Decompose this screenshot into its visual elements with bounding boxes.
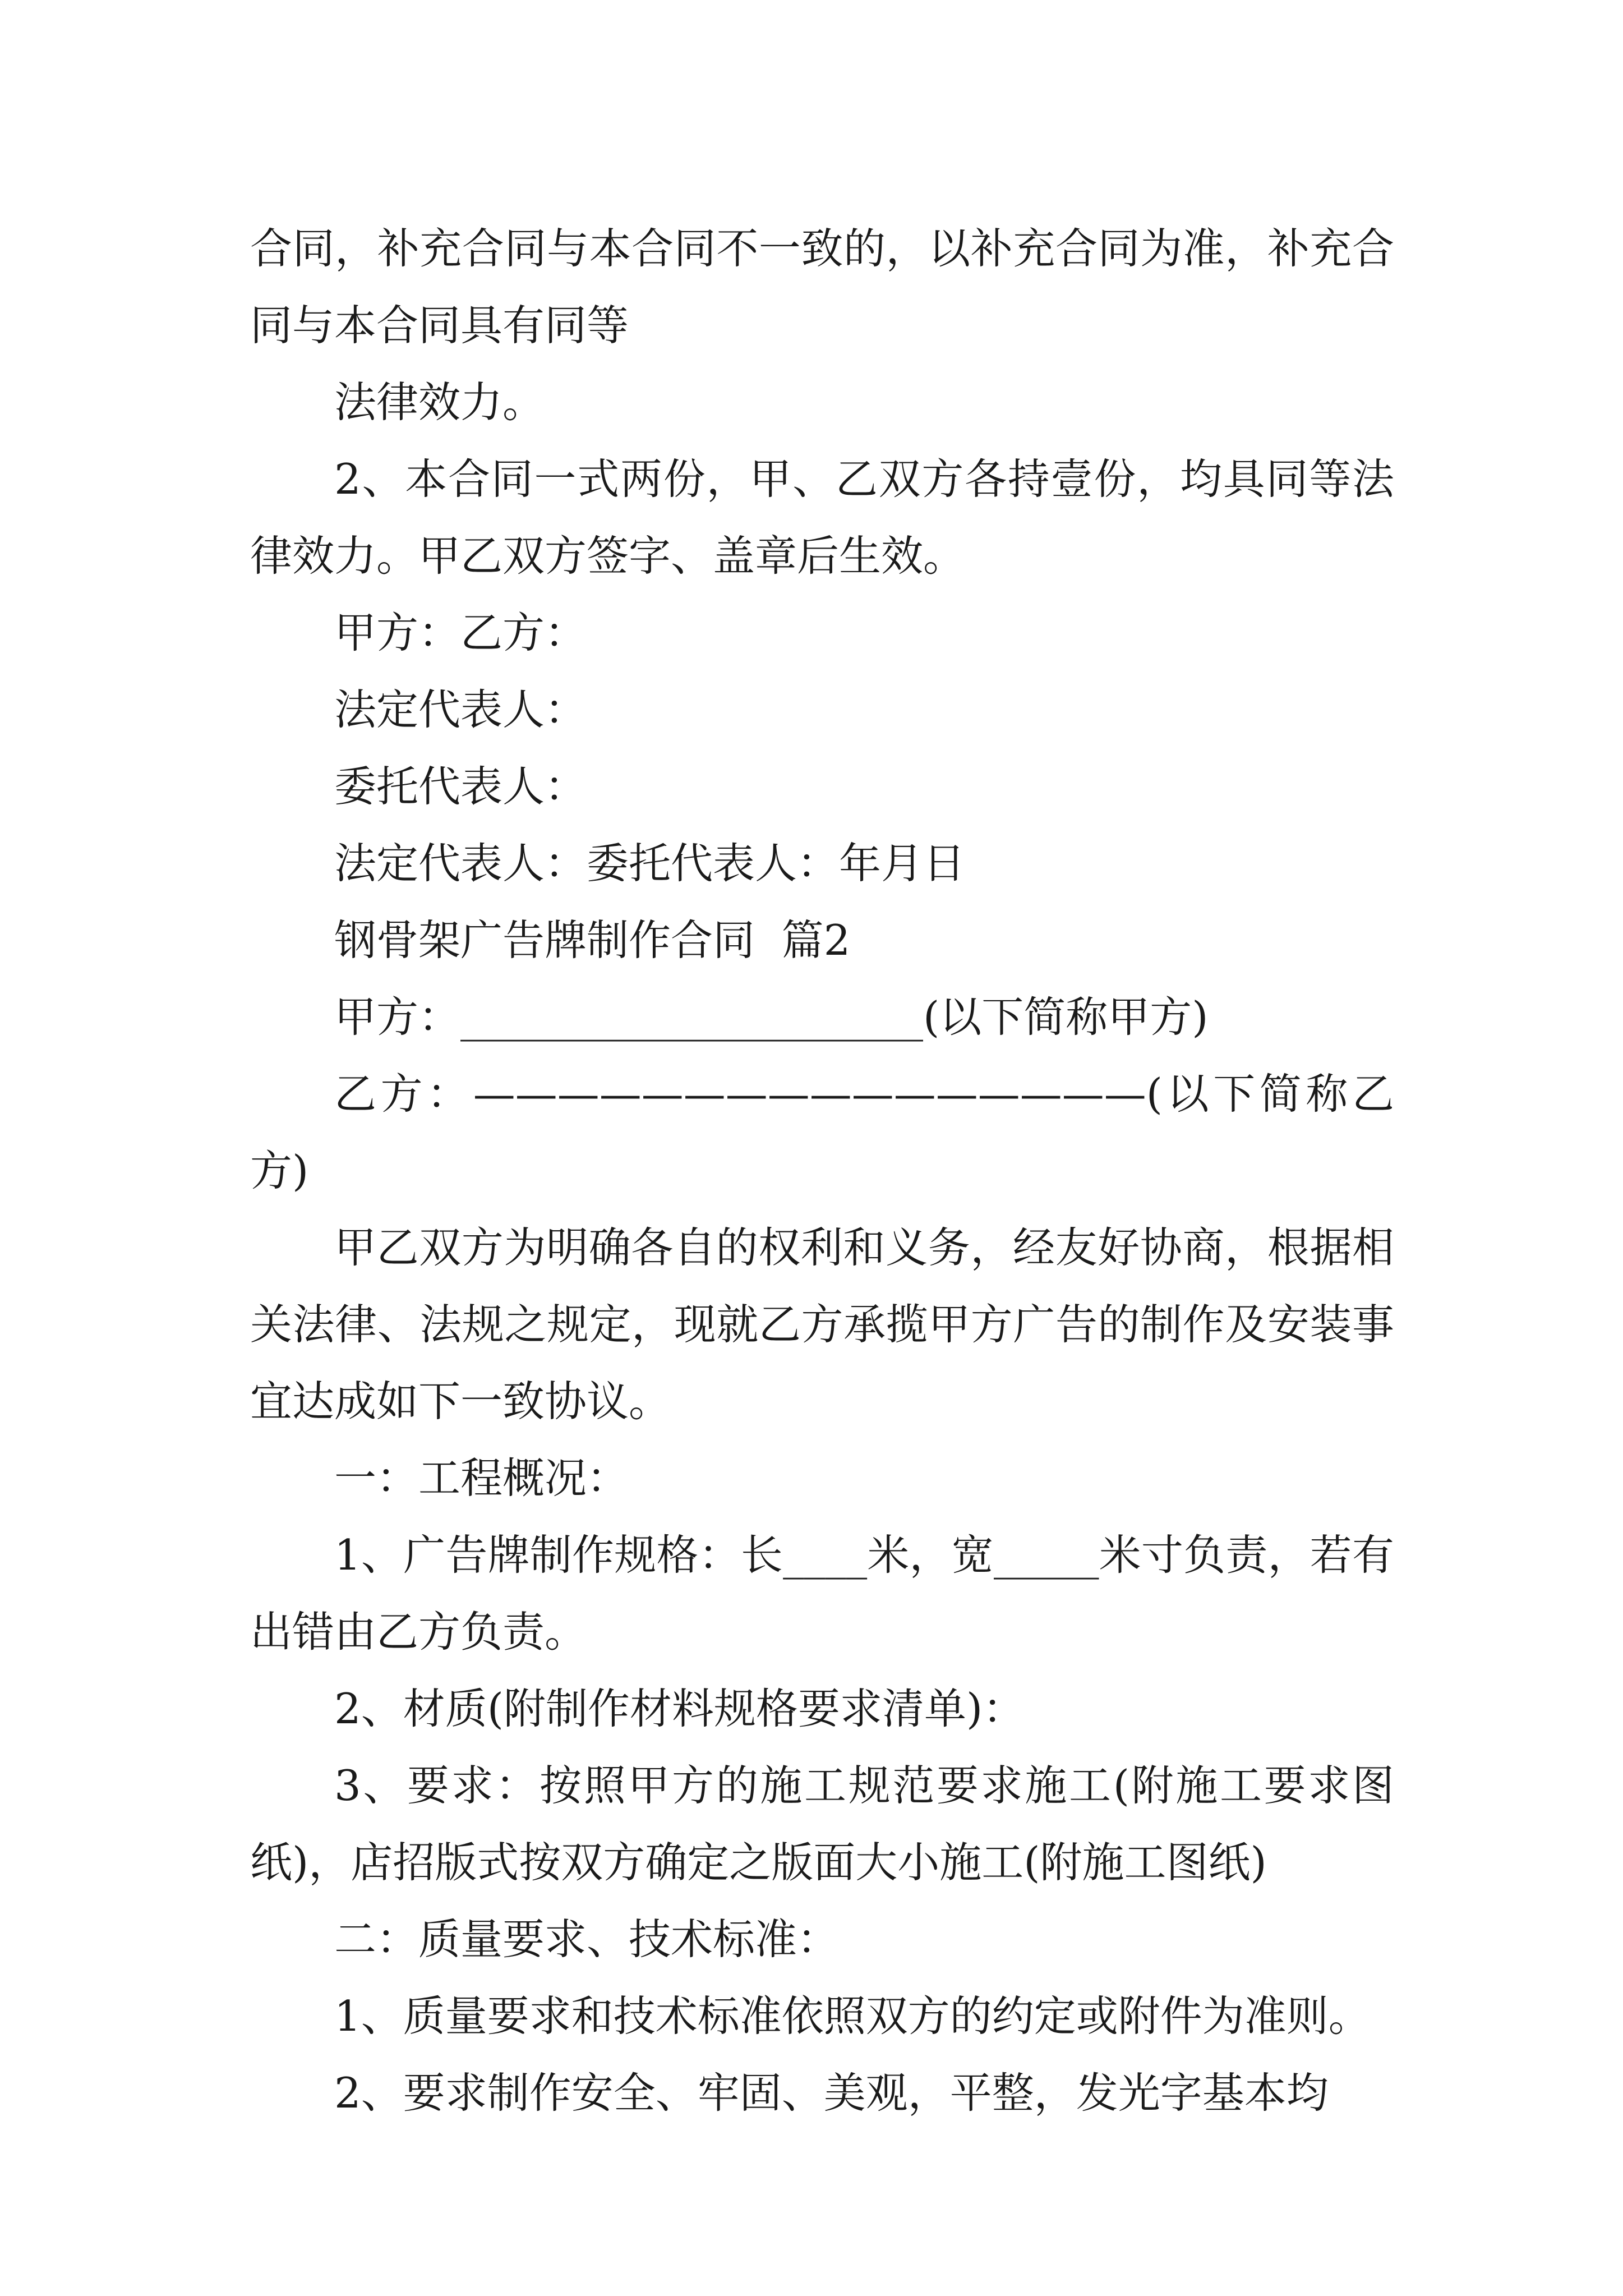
section-heading: 钢骨架广告牌制作合同 篇2	[334, 915, 851, 965]
paragraph: 委托代表人：	[334, 762, 587, 811]
paragraph: 2、本合同一式两份，甲、乙双方各持壹份，均具同等法律效力。甲乙双方签字、盖章后生效。	[250, 454, 1394, 581]
paragraph: 1、质量要求和技术标准依照双方的约定或附件为准则。	[334, 1991, 1371, 2041]
paragraph: 2、材质(附制作材料规格要求清单)：	[334, 1684, 1025, 1733]
paragraph: 1、广告牌制作规格：长____米，宽_____米寸负责，若有出错由乙方负责。	[250, 1530, 1394, 1657]
paragraph: 合同，补充合同与本合同不一致的，以补充合同为准，补充合同与本合同具有同等	[250, 224, 1394, 350]
paragraph: 法律效力。	[334, 378, 545, 427]
paragraph: 3、要求：按照甲方的施工规范要求施工(附施工要求图纸)，店招版式按双方确定之版面大小施工(附施工图纸)	[250, 1761, 1394, 1887]
paragraph: 乙方：————————————————(以下简称乙方)	[250, 1069, 1394, 1195]
paragraph: 一：工程概况：	[334, 1453, 629, 1503]
paragraph: 法定代表人：	[334, 685, 587, 734]
paragraph: 甲方：______________________(以下简称甲方)	[334, 992, 1209, 1042]
paragraph: 法定代表人：委托代表人：年月日	[334, 839, 966, 888]
document-body	[250, 210, 1394, 2132]
paragraph: 二：质量要求、技术标准：	[334, 1915, 840, 1964]
paragraph: 甲方：乙方：	[334, 608, 587, 657]
paragraph: 甲乙双方为明确各自的权利和义务，经友好协商，根据相关法律、法规之规定，现就乙方承揽甲方广告的制作及安装事宜达成如下一致协议。	[250, 1223, 1394, 1426]
paragraph: 2、要求制作安全、牢固、美观，平整，发光字基本均	[334, 2068, 1329, 2118]
